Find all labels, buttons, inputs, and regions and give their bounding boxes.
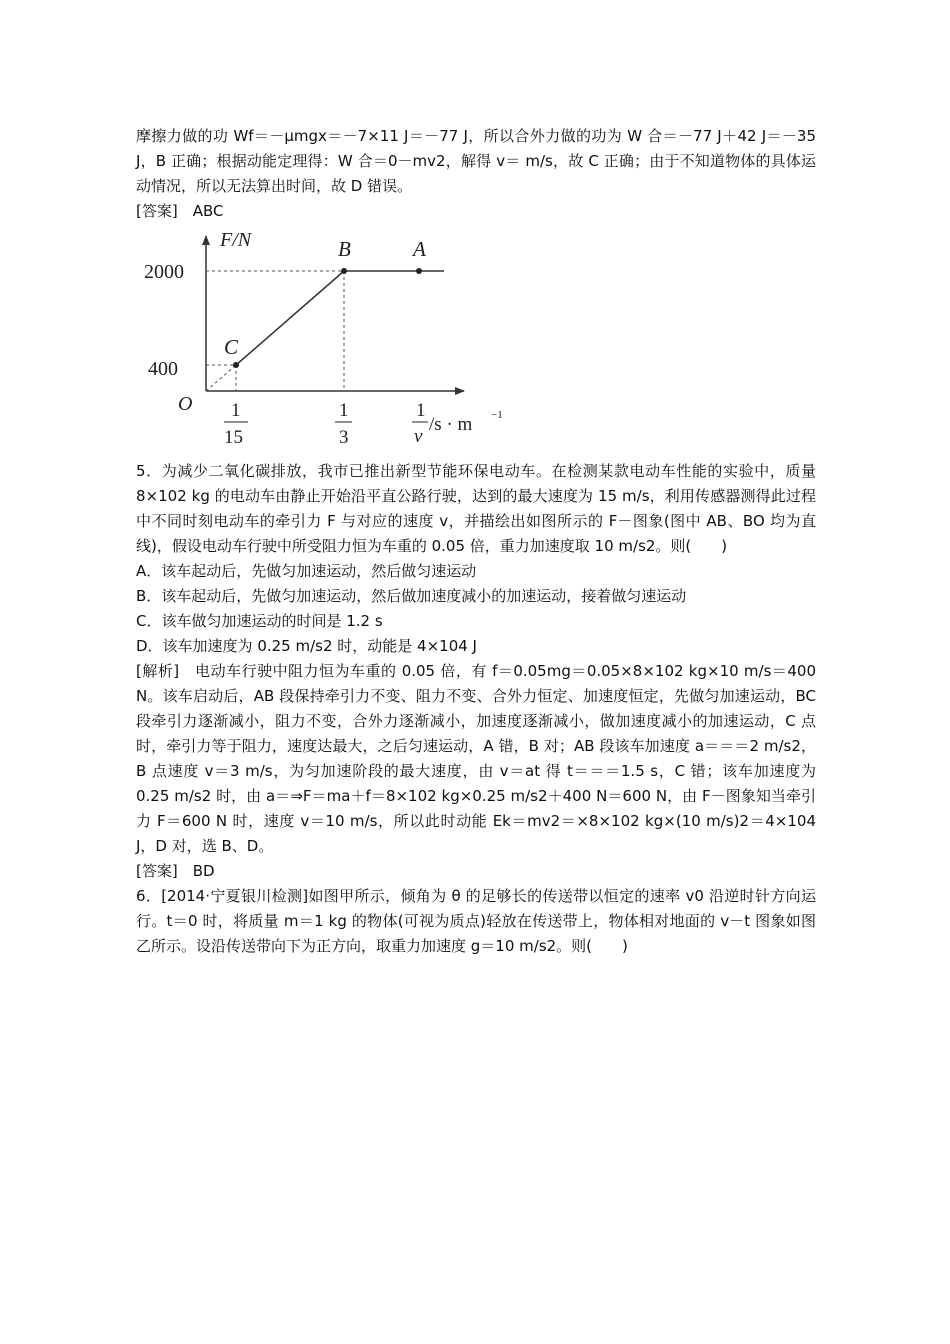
graph-svg (136, 226, 536, 451)
question-5-analysis: [解析] 电动车行驶中阻力恒为车重的 0.05 倍，有 f＝0.05mg＝0.05×8×102 kg×10 m/s＝400 N。该车启动后，AB 段保持牵引力不变、阻力不变、合外力恒定、加速度恒定，先做匀加速运动，BC 段牵引力逐渐减小，阻力不变，合外力逐渐减小，加速度逐渐减小，做加速度减小的加速运动，C 点时，牵引力等于阻力，速度达最大，之后匀速运动，A 错，B 对；AB 段该车加速度 a＝＝＝2 m/s2，B 点速度 v＝3 m/s，为匀加速阶段的最大速度，由 v＝at 得 t＝＝＝1.5 s，C 错；该车加速度为 0.25 m/s2 时，由 a＝⇒F＝ma＋f＝8×102 kg×0.25 m/s2＋400 N＝600 N，由 F－图象知当牵引力 F＝600 N 时，速度 v＝10 m/s，所以此时动能 Ek＝mv2＝×8×102 kg×(10 m/s)2＝4×104 J，D 对，选 B、D。 (136, 662, 816, 855)
origin-label: O (178, 393, 193, 415)
x-axis-label-num: 1 (416, 400, 426, 421)
question-5-stem: 5．为减少二氧化碳排放，我市已推出新型节能环保电动车。在检测某款电动车性能的实验中，质量 8×102 kg 的电动车由静止开始沿平直公路行驶，达到的最大速度为 15 m/s，利用传感器测得此过程中不同时刻电动车的牵引力 F 与对应的速度 v，并描绘出如图所示的 F－图象(图中 AB、BO 均为直线)，假设电动车行驶中所受阻力恒为车重的 0.05 倍，重力加速度取 10 m/s2。则( ) (136, 462, 816, 555)
document-page (136, 124, 816, 959)
question-5-option-a: A．该车起动后，先做匀加速运动，然后做匀速运动 (136, 562, 477, 580)
point-a (416, 268, 422, 274)
segment-cb (236, 271, 344, 365)
x-tick-1-15-num: 1 (231, 400, 241, 421)
question-5-option-b: B．该车起动后，先做匀加速运动，然后做加速度减小的加速运动，接着做匀速运动 (136, 587, 687, 605)
previous-solution-text: 摩擦力做的功 Wf＝－μmgx＝－7×11 J＝－77 J，所以合外力做的功为 W 合＝－77 J＋42 J＝－35 J，B 正确；根据动能定理得：W 合＝0－mv2，解得 v＝ m/s，故 C 正确；由于不知道物体的具体运动情况，所以无法算出时间，故 D 错误。 (136, 127, 816, 195)
point-c-label: C (224, 335, 239, 359)
x-axis-label-unit: /s · m (429, 414, 473, 435)
x-axis-label-exp: −1 (491, 409, 503, 421)
x-axis-label-den: v (414, 426, 423, 447)
force-velocity-graph (136, 226, 536, 451)
question-5-option-c: C．该车做匀加速运动的时间是 1.2 s (136, 612, 383, 630)
x-tick-1-3-num: 1 (339, 400, 349, 421)
question-5-answer: [答案] BD (136, 862, 215, 880)
point-a-label: A (413, 237, 426, 261)
point-b-label: B (338, 237, 351, 261)
y-tick-400: 400 (148, 358, 178, 380)
y-tick-2000: 2000 (144, 261, 184, 283)
y-axis-label: F/N (220, 229, 252, 251)
previous-answer: [答案] ABC (136, 202, 224, 220)
question-5-option-d: D．该车加速度为 0.25 m/s2 时，动能是 4×104 J (136, 637, 477, 655)
x-tick-1-15-den: 15 (224, 427, 243, 448)
guide-origin-c (206, 365, 236, 391)
point-c (233, 362, 239, 368)
question-6-stem: 6．[2014·宁夏银川检测]如图甲所示，倾角为 θ 的足够长的传送带以恒定的速率 v0 沿逆时针方向运行。t＝0 时，将质量 m＝1 kg 的物体(可视为质点)轻放在传送带上，物体相对地面的 v－t 图象如图乙所示。设沿传送带向下为正方向，取重力加速度 g＝10 m/s2。则( ) (136, 887, 816, 955)
x-tick-1-3-den: 3 (339, 427, 349, 448)
point-b (341, 268, 347, 274)
